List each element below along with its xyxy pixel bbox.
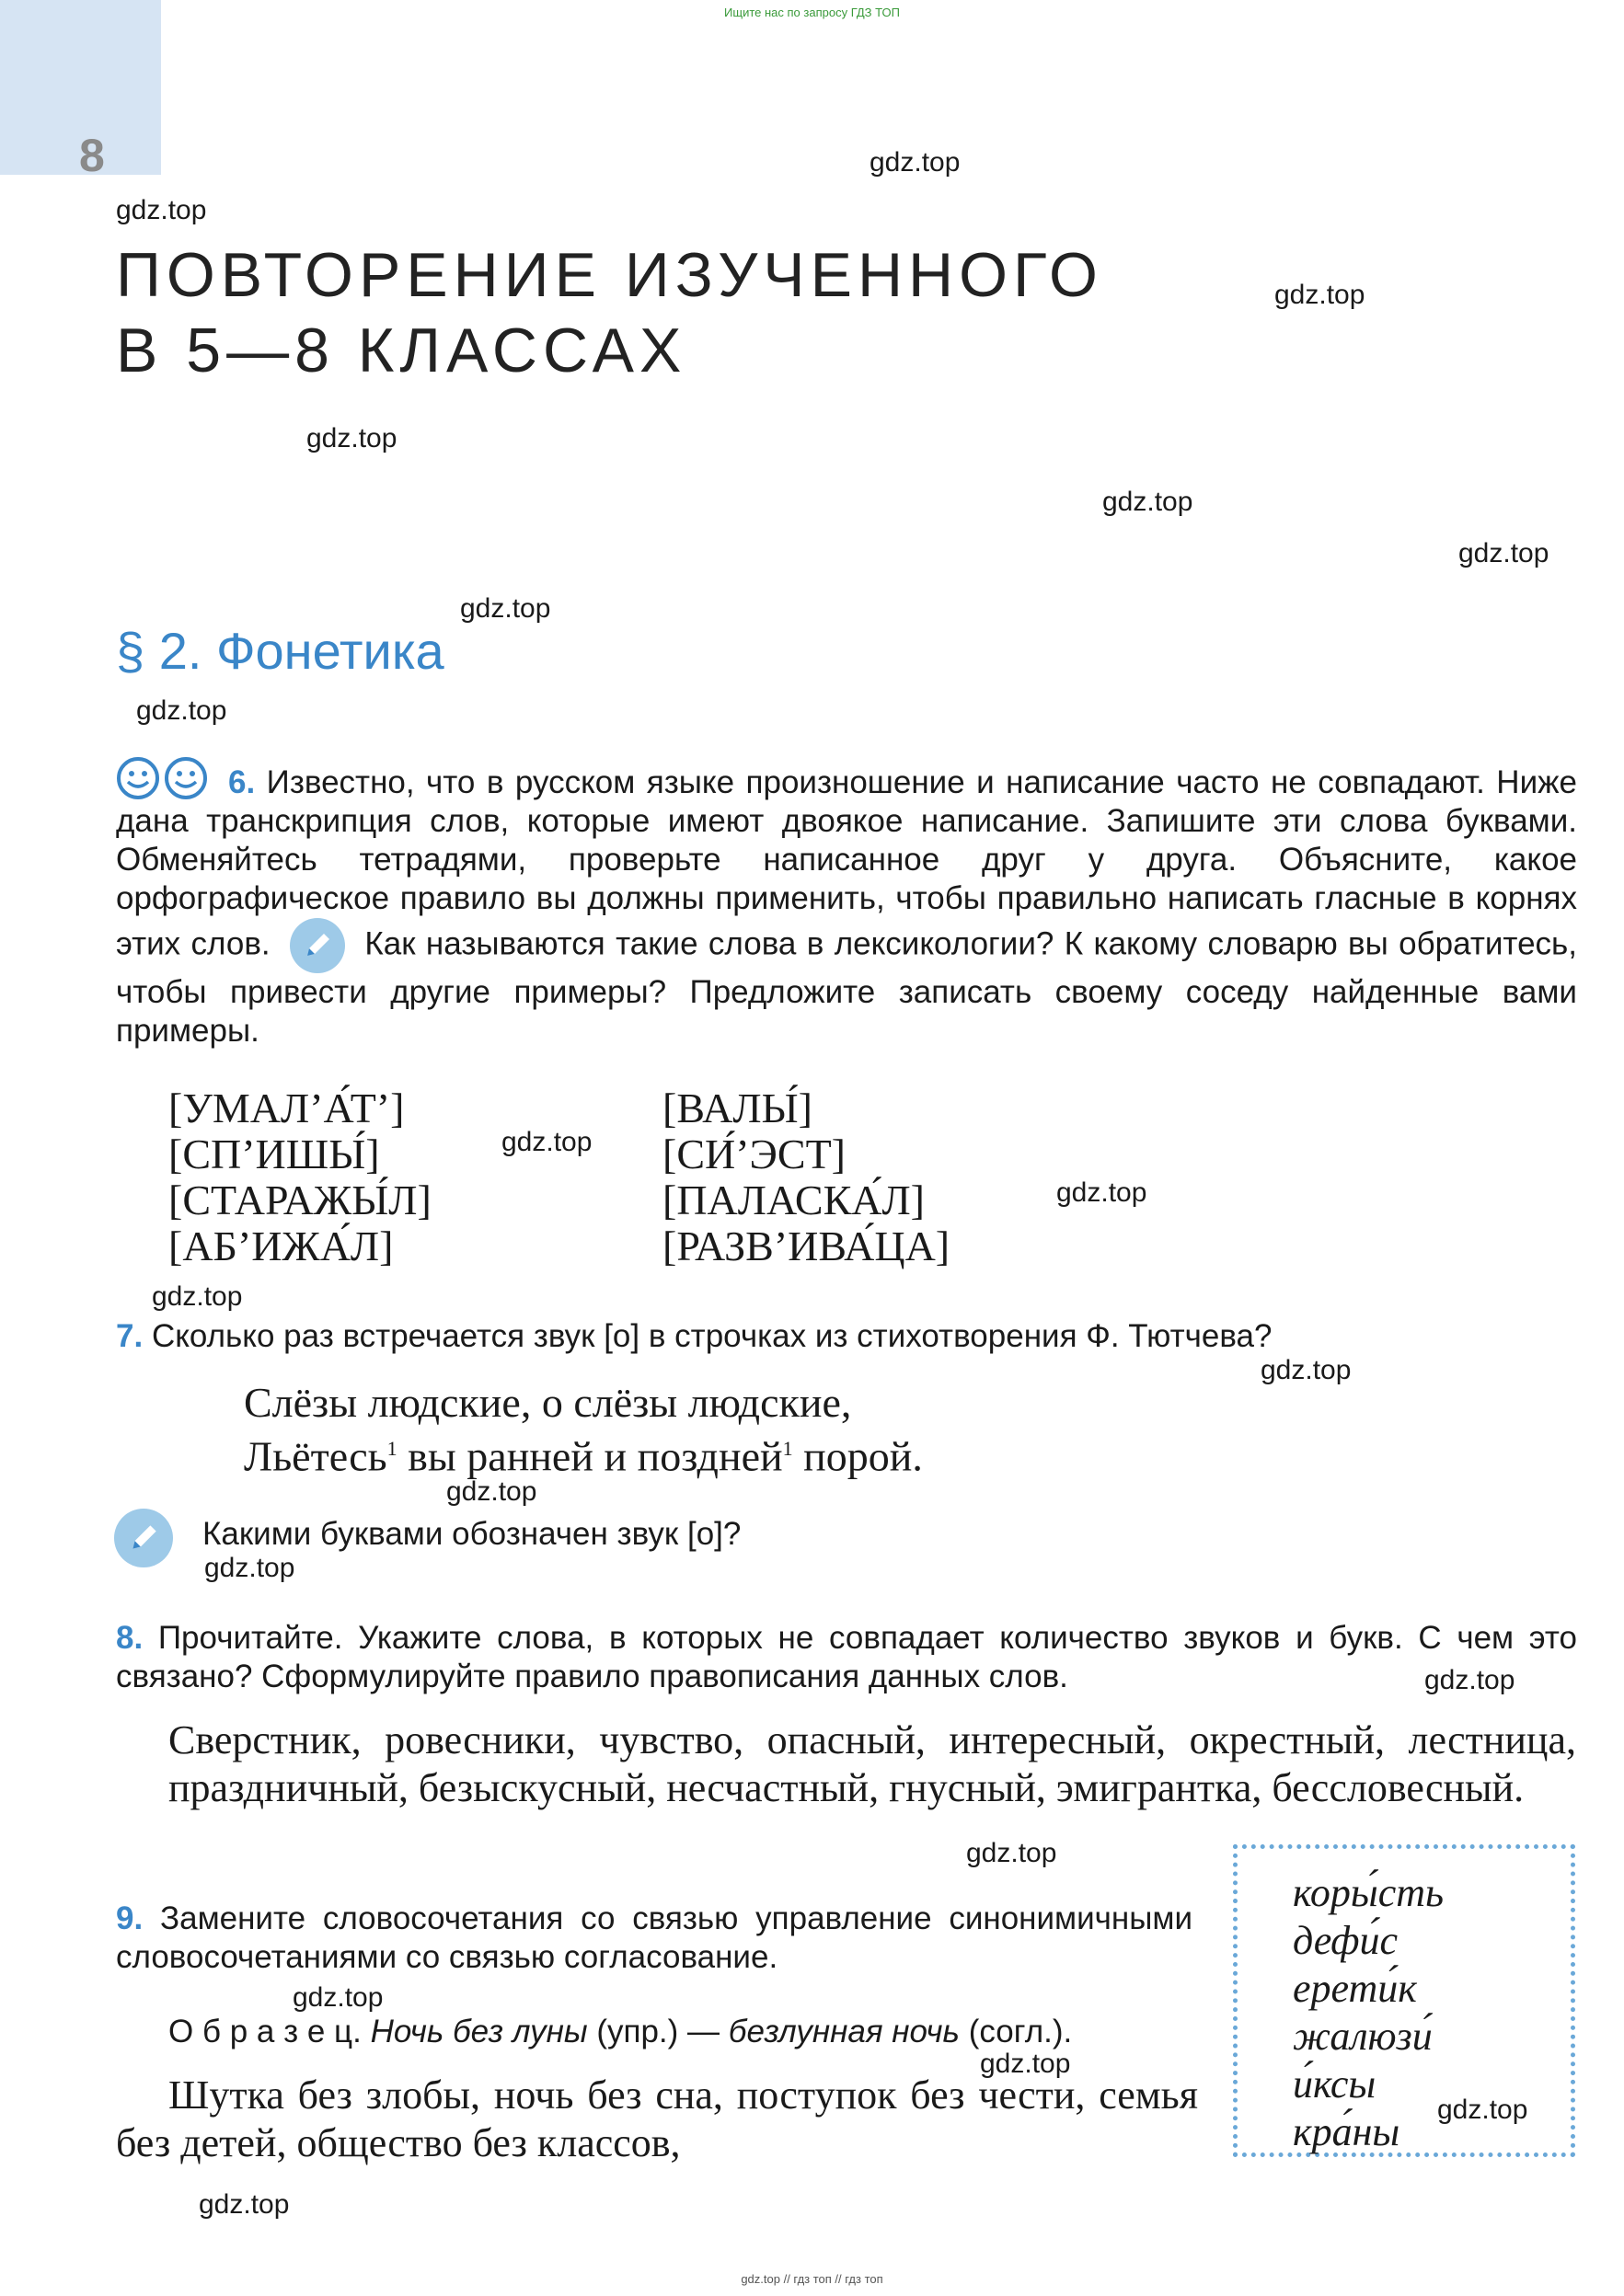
watermark: gdz.top	[870, 147, 961, 178]
exercise-8-task: Прочитайте. Укажите слова, в которых не совпадает количество звуков и букв. С чем это связано? Сформулируйте правило правописания данных слов.	[116, 1620, 1577, 1694]
section-title: § 2. Фонетика	[116, 622, 444, 680]
watermark: gdz.top	[1437, 2095, 1528, 2125]
pencil-icon	[114, 1509, 173, 1567]
transcription: [СП’ИШЫ́]	[168, 1131, 380, 1177]
poem-words: вы ранней и поздней	[408, 1432, 783, 1480]
watermark: gdz.top	[204, 1553, 295, 1583]
footnote-mark: 1	[782, 1437, 793, 1460]
title-line-1: ПОВТОРЕНИЕ ИЗУЧЕННОГО	[116, 240, 1103, 310]
page-number: 8	[79, 130, 105, 181]
sample-label: О б р а з е ц.	[168, 2014, 362, 2049]
transcriptions-right	[662, 1085, 950, 1269]
watermark: gdz.top	[966, 1838, 1057, 1868]
watermark: gdz.top	[1274, 280, 1365, 310]
word-box	[1233, 1844, 1575, 2157]
exercise-9-text	[116, 1900, 1192, 1977]
watermark: gdz.top	[136, 695, 227, 726]
poem-line-1: Слёзы людские, о слёзы людские,	[244, 1379, 852, 1426]
watermark: gdz.top	[116, 195, 207, 225]
page-title	[116, 237, 1103, 388]
word-box-item: жалюзи́	[1293, 2014, 1433, 2059]
sample-phrase: безлунная ночь	[728, 2014, 960, 2049]
transcription: [ПАЛАСКА́Л]	[662, 1177, 925, 1223]
poem-word: Льётесь	[244, 1432, 387, 1480]
poem-word: порой.	[803, 1432, 923, 1480]
word-box-item: ерети́к	[1293, 1966, 1417, 2011]
transcription: [СТАРАЖЫ́Л]	[168, 1177, 432, 1223]
exercise-6-part1: Известно, что в русском языке произношение и написание часто не совпадают. Ниже дана транскрипция слов, которые имеют двоякое написание. Запишите эти слова буквами. Обменяйтесь тетрадями, проверьте написанное друг у друга. Объясните, какое орфографическое правило вы должны применить, чтобы правильно написать гласные в корнях этих слов.	[116, 764, 1577, 962]
watermark: gdz.top	[1458, 538, 1549, 568]
exercise-8-number: 8.	[116, 1620, 144, 1656]
transcription: [СИ́’ЭСТ]	[662, 1131, 847, 1177]
watermark: gdz.top	[1056, 1177, 1147, 1208]
exercise-9-number: 9.	[116, 1900, 144, 1936]
watermark: gdz.top	[1261, 1355, 1352, 1385]
transcription: [АБ’ИЖА́Л]	[168, 1223, 394, 1269]
transcriptions-left	[168, 1085, 432, 1269]
footnote-mark: 1	[386, 1437, 397, 1460]
exercise-7-text	[116, 1317, 1577, 1356]
watermark: gdz.top	[306, 423, 397, 453]
exercise-8-text	[116, 1619, 1577, 1696]
transcription: [ВАЛЫ́]	[662, 1085, 812, 1131]
watermark: gdz.top	[501, 1127, 593, 1157]
exercise-6-number: 6.	[228, 764, 256, 800]
watermark: gdz.top	[199, 2189, 290, 2220]
transcription: [УМАЛ’А́Т’]	[168, 1085, 405, 1131]
bottom-note: gdz.top // гдз топ // гдз топ	[741, 2272, 883, 2286]
exercise-9-sample	[168, 2013, 1072, 2051]
transcription: [РАЗВ’ИВА́ЦА]	[662, 1223, 950, 1269]
poem	[244, 1380, 923, 1479]
sample-phrase: Ночь без луны	[370, 2014, 588, 2049]
top-note: Ищите нас по запросу ГДЗ ТОП	[724, 6, 900, 19]
watermark: gdz.top	[1424, 1665, 1515, 1695]
word-box-item: дефи́с	[1293, 1918, 1398, 1963]
word-box-item: и́ксы	[1293, 2061, 1376, 2107]
exercise-9-phrases: Шутка без злобы, ночь без сна, поступок без чести, семья без детей, общество без классов,	[116, 2072, 1198, 2165]
word-box-item: кра́ны	[1293, 2109, 1400, 2154]
exercise-7-subquestion: Какими буквами обозначен звук [о]?	[202, 1516, 742, 1552]
exercise-6-part2: Как называются такие слова в лексикологии? К какому словарю вы обратитесь, чтобы привести другие примеры? Предложите записать своему соседу найденные вами примеры.	[116, 925, 1577, 1049]
title-line-2: В 5—8 КЛАССАХ	[116, 316, 687, 385]
exercise-6-text	[116, 763, 1577, 1050]
watermark: gdz.top	[293, 1982, 384, 2013]
watermark: gdz.top	[152, 1281, 243, 1312]
exercise-7-number: 7.	[116, 1318, 144, 1354]
watermark: gdz.top	[980, 2049, 1071, 2079]
sample-mark: (согл.).	[968, 2014, 1073, 2049]
exercise-8-words: Сверстник, ровесники, чувство, опасный, интересный, окрестный, лестница, праздничный, безыскусный, несчастный, гнусный, эмигрантка, бессловесный.	[168, 1717, 1576, 1810]
poem-line-2	[244, 1426, 923, 1479]
pencil-icon	[290, 918, 345, 973]
watermark: gdz.top	[446, 1476, 537, 1507]
exercise-7-question: Сколько раз встречается звук [о] в строчках из стихотворения Ф. Тютчева?	[151, 1318, 1273, 1354]
word-box-item: коры́сть	[1293, 1870, 1445, 1915]
watermark: gdz.top	[460, 593, 551, 624]
watermark: gdz.top	[1102, 487, 1193, 517]
exercise-9-task: Замените словосочетания со связью управление синонимичными словосочетаниями со связью согласование.	[116, 1900, 1192, 1975]
sample-mark: (упр.) —	[596, 2014, 720, 2049]
